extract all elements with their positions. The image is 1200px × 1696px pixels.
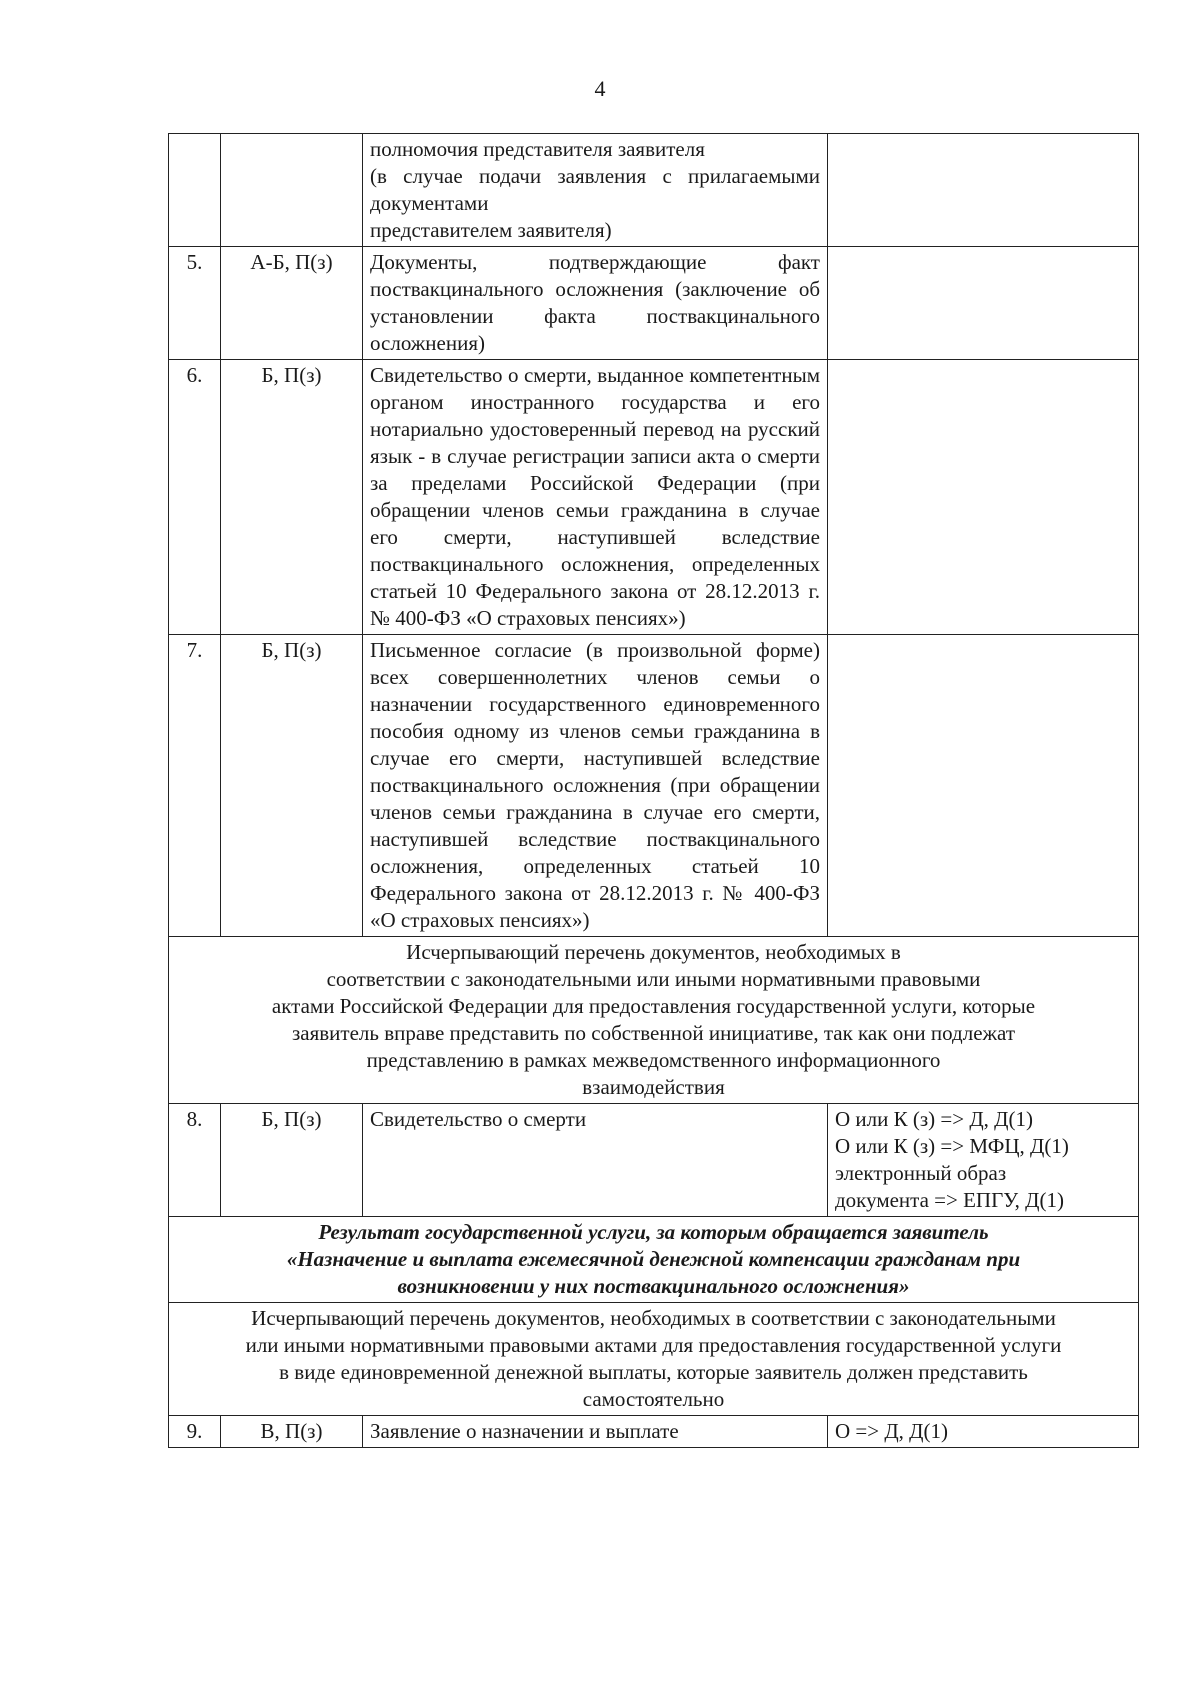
table-row [169, 635, 1139, 937]
row-number: 9. [169, 1416, 221, 1448]
row-code: А-Б, П(з) [221, 247, 363, 360]
table-row-continuation [169, 134, 1139, 247]
row-code: Б, П(з) [221, 635, 363, 937]
section-heading-required: Исчерпывающий перечень документов, необходимых в соответствии с законодательными или иными нормативными правовыми актами для предоставления государственной услуги в виде единовременной денежной выплаты, которые заявитель должен представить самостоятельно [169, 1303, 1139, 1416]
page-number: 4 [594, 76, 606, 101]
row-number: 8. [169, 1104, 221, 1217]
row-code: Б, П(з) [221, 1104, 363, 1217]
row-description: полномочия представителя заявителя (в случае подачи заявления с прилагаемыми документами представителем заявителя) [363, 134, 828, 247]
row-target: О => Д, Д(1) [828, 1416, 1139, 1448]
section-heading-result: Результат государственной услуги, за которым обращается заявитель «Назначение и выплата ежемесячной денежной компенсации гражданам при возникновении у них поствакцинального осложнения» [169, 1217, 1139, 1303]
row-description: Свидетельство о смерти [363, 1104, 828, 1217]
table-row [169, 360, 1139, 635]
row-code: Б, П(з) [221, 360, 363, 635]
documents-table [168, 133, 1139, 1448]
row-target: О или К (з) => Д, Д(1) О или К (з) => МФЦ, Д(1) электронный образ документа => ЕПГУ, Д(1) [828, 1104, 1139, 1217]
table-row [169, 1416, 1139, 1448]
row-number: 6. [169, 360, 221, 635]
row-description: Документы, подтверждающие факт поствакцинального осложнения (заключение об установлении факта поствакцинального осложнения) [363, 247, 828, 360]
row-number: 5. [169, 247, 221, 360]
row-description: Свидетельство о смерти, выданное компетентным органом иностранного государства и его нотариально удостоверенный перевод на русский язык - в случае регистрации записи акта о смерти за пределами Российской Федерации (при обращении членов семьи гражданина в случае его смерти, наступившей вследствие поствакцинального осложнения, определенных статьей 10 Федерального закона от 28.12.2013 г. № 400-ФЗ «О страховых пенсиях») [363, 360, 828, 635]
row-description: Заявление о назначении и выплате [363, 1416, 828, 1448]
row-number: 7. [169, 635, 221, 937]
section-heading-interagency: Исчерпывающий перечень документов, необходимых в соответствии с законодательными или иными нормативными правовыми актами Российской Федерации для предоставления государственной услуги, которые заявитель вправе представить по собственной инициативе, так как они подлежат представлению в рамках межведомственного информационного взаимодействия [169, 937, 1139, 1104]
table-row [169, 1104, 1139, 1217]
row-code: В, П(з) [221, 1416, 363, 1448]
row-description: Письменное согласие (в произвольной форме) всех совершеннолетних членов семьи о назначении государственного единовременного пособия одному из членов семьи гражданина в случае его смерти, наступившей вследствие поствакцинального осложнения (при обращении членов семьи гражданина в случае его смерти, наступившей вследствие поствакцинального осложнения, определенных статьей 10 Федерального закона от 28.12.2013 г. № 400-ФЗ «О страховых пенсиях») [363, 635, 828, 937]
table-row [169, 247, 1139, 360]
